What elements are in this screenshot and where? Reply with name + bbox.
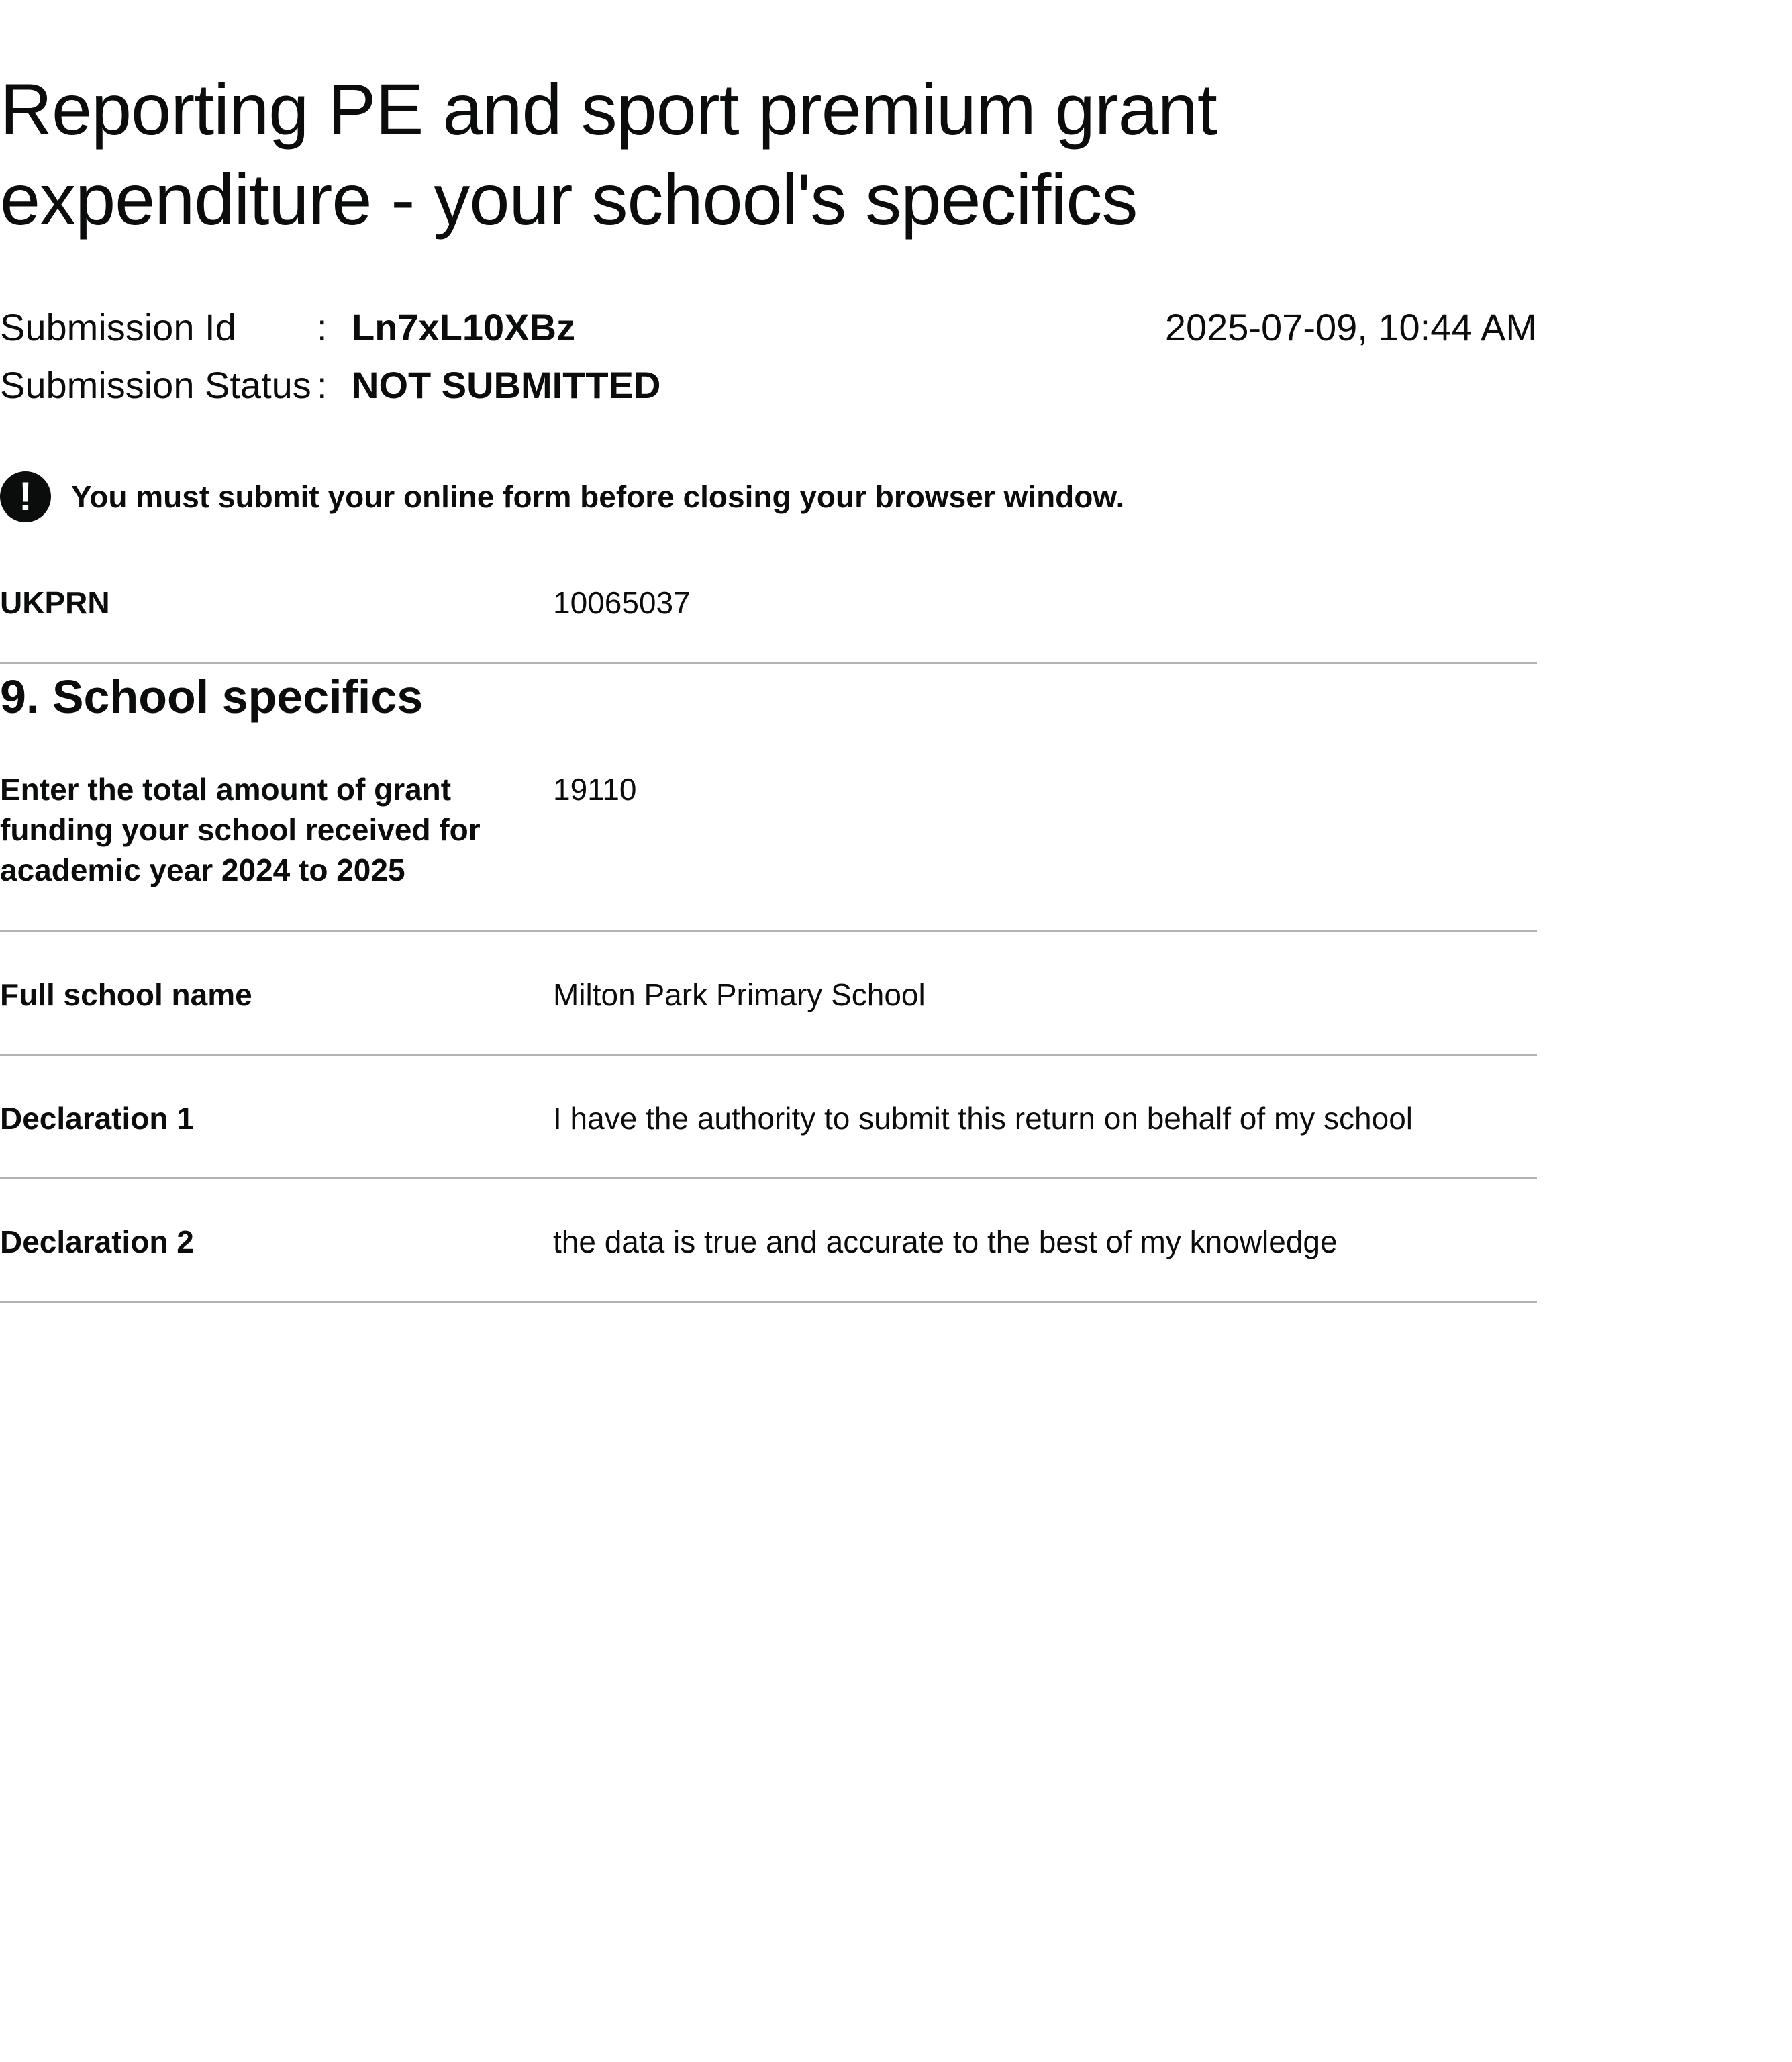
summary-row-label: Full school name [0, 977, 252, 1012]
summary-row-value: I have the authority to submit this return on behalf of my school [553, 1101, 1413, 1136]
submission-id-colon: : [317, 306, 328, 348]
warning-text: You must submit your online form before closing your browser window. [71, 479, 1125, 514]
page-title: Reporting PE and sport premium grant expenditure - your school's specifics [0, 68, 1217, 240]
submission-status-value: NOT SUBMITTED [352, 364, 661, 406]
ukprn-value: 10065037 [553, 585, 691, 620]
submission-id-label: Submission Id [0, 306, 236, 348]
divider [0, 662, 1537, 664]
summary-row-label: Enter the total amount of grant funding your school received for academic year 2024 to 2025 [0, 772, 481, 887]
summary-row-value: Milton Park Primary School [553, 977, 926, 1012]
divider [0, 1177, 1537, 1179]
warning-banner [0, 470, 1124, 524]
divider [0, 930, 1537, 932]
summary-row-label: Declaration 1 [0, 1101, 194, 1136]
divider [0, 1054, 1537, 1056]
exclamation-icon: ! [0, 471, 51, 522]
submission-status-label: Submission Status [0, 364, 311, 406]
section-heading: 9. School specifics [0, 671, 424, 723]
summary-row-label: Declaration 2 [0, 1224, 194, 1259]
divider [0, 1301, 1537, 1303]
summary-row-value: 19110 [553, 772, 637, 807]
summary-row-value: the data is true and accurate to the best of my knowledge [553, 1224, 1338, 1259]
ukprn-label: UKPRN [0, 585, 110, 620]
submission-timestamp: 2025-07-09, 10:44 AM [1164, 306, 1537, 348]
submission-id-value: Ln7xL10XBz [352, 306, 575, 348]
submission-status-colon: : [317, 364, 328, 406]
